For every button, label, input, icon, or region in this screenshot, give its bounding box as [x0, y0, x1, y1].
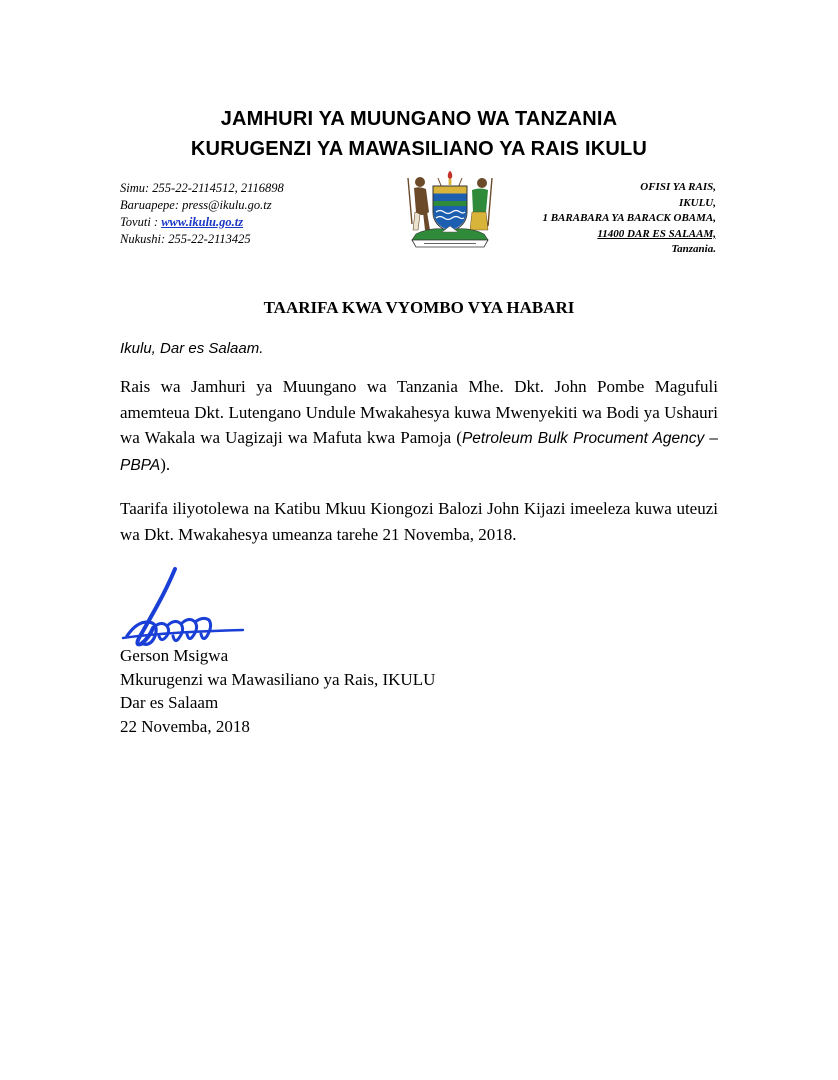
- signatory-block: [120, 644, 435, 738]
- address-line-1: OFISI YA RAIS,: [640, 181, 716, 193]
- paragraph-appointment-text: Rais wa Jamhuri ya Muungano wa Tanzania Mhe. Dkt. John Pombe Magufuli amemteua Dkt. Lutengano Undule Mwakahesya kuwa Mwenyekiti wa Bodi ya Ushauri wa Wakala wa Uagizaji wa Mafuta kwa Pamoja (: [120, 377, 718, 447]
- paragraph-statement: Taarifa iliyotolewa na Katibu Mkuu Kiongozi Balozi John Kijazi imeeleza kuwa uteuzi wa Dkt. Mwakahesya umeanza tarehe 21 Novemba, 2018.: [120, 499, 718, 544]
- address-line-4: 11400 DAR ES SALAAM,: [597, 227, 716, 240]
- address-line-3: 1 BARABARA YA BARACK OBAMA,: [542, 212, 716, 224]
- man-figure: [408, 177, 430, 230]
- signatory-title: Mkurugenzi wa Mawasiliano ya Rais, IKULU: [120, 669, 436, 689]
- address-block: [542, 180, 716, 258]
- paragraph-appointment-end: ).: [160, 454, 171, 474]
- release-place: Ikulu, Dar es Salaam.: [120, 340, 264, 357]
- website-link[interactable]: www.ikulu.go.tz: [161, 215, 244, 229]
- signatory-date: 22 Novemba, 2018: [120, 716, 250, 736]
- header-line-2: KURUGENZI YA MAWASILIANO YA RAIS IKULU: [190, 138, 648, 160]
- woman-figure: [470, 178, 492, 230]
- signatory-city: Dar es Salaam: [120, 693, 219, 712]
- phone-text: Simu: 255-22-2114512, 2116898: [120, 181, 284, 195]
- fax-text: Nukushi: 255-22-2113425: [120, 232, 251, 246]
- release-title: TAARIFA KWA VYOMBO VYA HABARI: [263, 298, 575, 317]
- contact-block: [120, 180, 284, 248]
- address-line-2: IKULU,: [679, 196, 716, 209]
- coat-of-arms-icon: [402, 168, 498, 250]
- agency-name: Petroleum Bulk Procument Agency – PBPA: [120, 430, 718, 474]
- website-label: Tovuti :: [120, 215, 162, 229]
- address-line-5: Tanzania.: [671, 243, 716, 255]
- header-line-1: JAMHURI YA MUUNGANO WA TANZANIA: [220, 108, 618, 130]
- paragraph-appointment: [120, 374, 718, 478]
- email-text: Baruapepe: press@ikulu.go.tz: [120, 198, 272, 212]
- signatory-name: Gerson Msigwa: [120, 646, 229, 665]
- website-line: [120, 214, 284, 231]
